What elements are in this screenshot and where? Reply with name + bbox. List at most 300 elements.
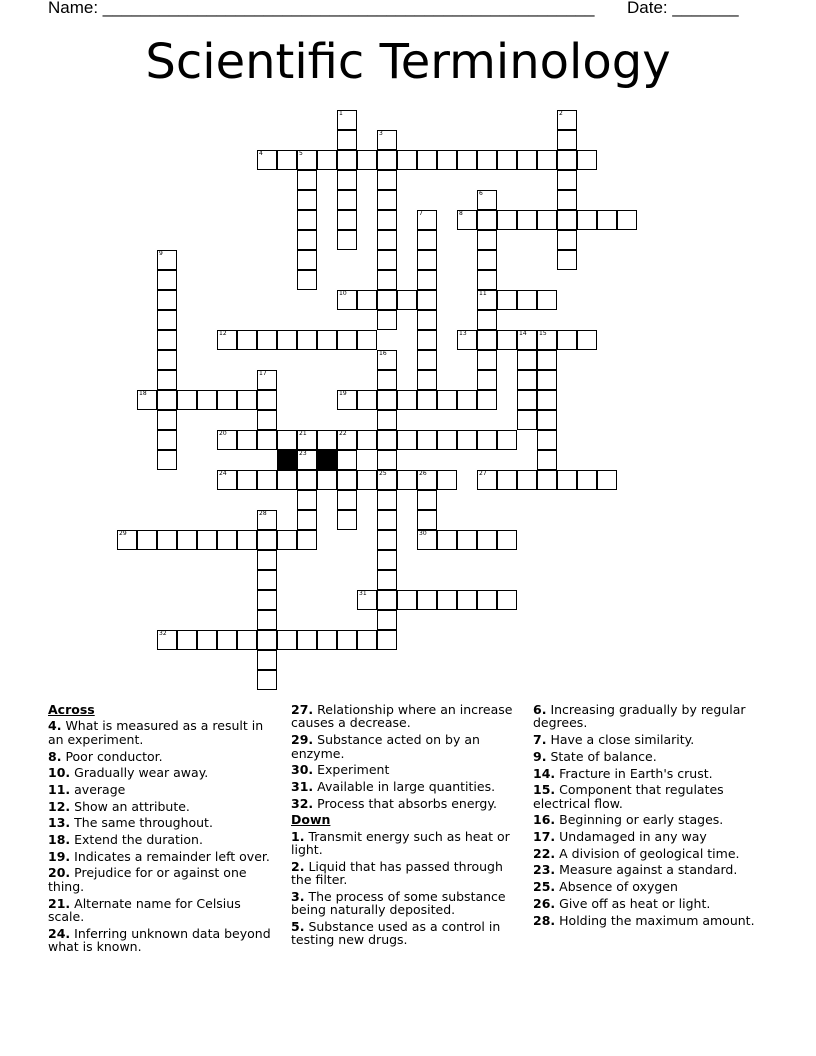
grid-cell[interactable] [397, 470, 417, 490]
grid-cell[interactable] [257, 470, 277, 490]
grid-cell[interactable] [337, 170, 357, 190]
across-clue-32 [291, 797, 523, 810]
down-clue-26 [533, 897, 765, 910]
grid-cell[interactable] [397, 290, 417, 310]
clue-number-label: 2 [559, 110, 563, 117]
clue-number-label: 20 [219, 430, 227, 437]
grid-cell[interactable] [337, 470, 357, 490]
clue-text: Substance acted on by an enzyme. [291, 732, 480, 761]
grid-cell[interactable] [197, 390, 217, 410]
grid-cell[interactable] [377, 590, 397, 610]
grid-cell[interactable] [337, 630, 357, 650]
grid-cell[interactable] [357, 470, 377, 490]
clue-text: Fracture in Earth's crust. [559, 765, 713, 781]
clue-number-label: 31 [359, 590, 367, 597]
grid-cell[interactable] [557, 210, 577, 230]
clue-number-label: 5 [299, 150, 303, 157]
grid-cell[interactable] [537, 390, 557, 410]
clue-text: Component that regulates electrical flow. [533, 782, 724, 811]
grid-cell[interactable] [157, 530, 177, 550]
grid-cell[interactable] [257, 410, 277, 430]
grid-cell[interactable] [497, 330, 517, 350]
grid-cell[interactable] [357, 150, 377, 170]
grid-cell[interactable] [377, 390, 397, 410]
down-clue-1 [291, 830, 523, 857]
grid-cell[interactable] [357, 430, 377, 450]
grid-cell[interactable] [477, 350, 497, 370]
grid-cell[interactable] [377, 530, 397, 550]
grid-cell[interactable] [517, 290, 537, 310]
grid-cell[interactable] [337, 490, 357, 510]
grid-cell[interactable] [537, 210, 557, 230]
grid-cell[interactable] [477, 370, 497, 390]
clue-text: Gradually wear away. [74, 765, 209, 781]
across-clue-21 [48, 897, 280, 924]
grid-cell[interactable] [257, 390, 277, 410]
clue-number: 28. [533, 912, 556, 928]
down-clue-16 [533, 813, 765, 826]
grid-cell[interactable] [377, 170, 397, 190]
grid-cell[interactable] [377, 150, 397, 170]
grid-cell[interactable] [357, 630, 377, 650]
grid-cell[interactable] [157, 430, 177, 450]
grid-cell[interactable] [577, 330, 597, 350]
grid-cell[interactable] [397, 590, 417, 610]
grid-cell[interactable] [537, 410, 557, 430]
grid-cell[interactable] [537, 370, 557, 390]
grid-cell[interactable] [557, 330, 577, 350]
grid-cell[interactable] [177, 530, 197, 550]
grid-cell[interactable] [157, 330, 177, 350]
grid-cell[interactable] [217, 390, 237, 410]
grid-cell[interactable] [237, 430, 257, 450]
clue-text: Measure against a standard. [559, 862, 738, 878]
clue-number-label: 13 [459, 330, 467, 337]
grid-cell[interactable] [397, 430, 417, 450]
grid-cell[interactable] [297, 470, 317, 490]
grid-cell[interactable] [177, 630, 197, 650]
grid-cell[interactable] [437, 390, 457, 410]
clue-number: 16. [533, 812, 556, 828]
grid-cell[interactable] [477, 390, 497, 410]
grid-cell[interactable] [157, 410, 177, 430]
grid-cell[interactable] [497, 470, 517, 490]
grid-cell[interactable] [377, 510, 397, 530]
grid-cell[interactable] [157, 310, 177, 330]
grid-cell[interactable] [377, 630, 397, 650]
grid-cell[interactable] [257, 430, 277, 450]
clue-number-label: 6 [479, 190, 483, 197]
grid-cell[interactable] [237, 330, 257, 350]
grid-cell[interactable] [337, 330, 357, 350]
grid-cell[interactable] [337, 450, 357, 470]
grid-cell[interactable] [517, 350, 537, 370]
clue-number: 15. [533, 782, 556, 798]
grid-cell[interactable] [277, 630, 297, 650]
across-clue-29 [291, 733, 523, 760]
down-clue-2 [291, 860, 523, 887]
across-clue-10 [48, 766, 280, 779]
grid-cell[interactable] [317, 430, 337, 450]
grid-cell[interactable] [497, 430, 517, 450]
across-clue-24 [48, 927, 280, 954]
grid-cell[interactable] [517, 410, 537, 430]
grid-cell[interactable] [237, 630, 257, 650]
grid-cell[interactable] [337, 210, 357, 230]
grid-cell[interactable] [537, 470, 557, 490]
across-clue-20 [48, 866, 280, 893]
grid-cell[interactable] [197, 530, 217, 550]
grid-cell[interactable] [557, 250, 577, 270]
grid-cell[interactable] [577, 210, 597, 230]
grid-cell[interactable] [297, 530, 317, 550]
grid-cell[interactable] [557, 230, 577, 250]
grid-cell[interactable] [417, 270, 437, 290]
clue-number-label: 24 [219, 470, 227, 477]
down-clue-7 [533, 733, 765, 746]
grid-cell[interactable] [377, 270, 397, 290]
down-clue-25 [533, 880, 765, 893]
grid-cell[interactable] [317, 630, 337, 650]
clue-number: 12. [48, 798, 71, 814]
across-clue-27 [291, 703, 523, 730]
grid-cell[interactable] [417, 490, 437, 510]
clue-number-label: 25 [379, 470, 387, 477]
grid-cell[interactable] [297, 250, 317, 270]
clue-number-label: 22 [339, 430, 347, 437]
grid-cell[interactable] [257, 590, 277, 610]
clue-number-label: 28 [259, 510, 267, 517]
grid-cell[interactable] [457, 590, 477, 610]
clue-number-label: 3 [379, 130, 383, 137]
across-clue-19 [48, 850, 280, 863]
grid-cell[interactable] [237, 390, 257, 410]
grid-cell[interactable] [517, 210, 537, 230]
grid-cell[interactable] [497, 150, 517, 170]
down-heading: Down [291, 812, 331, 828]
grid-cell[interactable] [417, 290, 437, 310]
grid-cell[interactable] [157, 290, 177, 310]
grid-cell[interactable] [257, 330, 277, 350]
grid-cell[interactable] [417, 310, 437, 330]
grid-cell[interactable] [357, 330, 377, 350]
grid-cell[interactable] [257, 570, 277, 590]
clue-number: 9. [533, 748, 547, 764]
clue-number-label: 8 [459, 210, 463, 217]
clue-number: 21. [48, 895, 71, 911]
grid-cell[interactable] [377, 570, 397, 590]
grid-cell[interactable] [297, 190, 317, 210]
clue-number: 14. [533, 765, 556, 781]
grid-cell[interactable] [297, 230, 317, 250]
grid-cell[interactable] [597, 210, 617, 230]
grid-cell[interactable] [277, 430, 297, 450]
grid-cell[interactable] [297, 170, 317, 190]
grid-cell[interactable] [377, 210, 397, 230]
clue-number-label: 30 [419, 530, 427, 537]
grid-cell[interactable] [537, 150, 557, 170]
black-square [277, 450, 297, 470]
clue-text: Inferring unknown data beyond what is known. [48, 925, 271, 955]
grid-cell[interactable] [297, 270, 317, 290]
grid-cell[interactable] [577, 470, 597, 490]
clue-number-label: 7 [419, 210, 423, 217]
grid-cell[interactable] [417, 250, 437, 270]
clue-number: 29. [291, 732, 314, 748]
grid-cell[interactable] [157, 370, 177, 390]
clue-text: Available in large quantities. [317, 778, 496, 794]
grid-cell[interactable] [457, 530, 477, 550]
grid-cell[interactable] [317, 150, 337, 170]
grid-cell[interactable] [417, 510, 437, 530]
across-clue-31 [291, 780, 523, 793]
grid-cell[interactable] [217, 630, 237, 650]
grid-cell[interactable] [157, 390, 177, 410]
grid-cell[interactable] [557, 470, 577, 490]
grid-cell[interactable] [377, 190, 397, 210]
grid-cell[interactable] [537, 290, 557, 310]
clue-text: Show an attribute. [74, 798, 190, 814]
page-title: Scientific Terminology [145, 34, 671, 90]
grid-cell[interactable] [417, 330, 437, 350]
grid-cell[interactable] [257, 610, 277, 630]
grid-cell[interactable] [337, 150, 357, 170]
clue-number-label: 19 [339, 390, 347, 397]
grid-cell[interactable] [477, 150, 497, 170]
grid-cell[interactable] [477, 530, 497, 550]
clue-text: Holding the maximum amount. [559, 912, 755, 928]
clue-text: The same throughout. [74, 815, 213, 831]
clue-number-label: 27 [479, 470, 487, 477]
grid-cell[interactable] [537, 350, 557, 370]
clue-text: Alternate name for Celsius scale. [48, 895, 241, 924]
clue-text: Undamaged in any way [559, 829, 707, 845]
clue-text: Relationship where an increase causes a decrease. [291, 702, 513, 731]
across-clue-18 [48, 833, 280, 846]
clue-text: Indicates a remainder left over. [74, 848, 270, 864]
grid-cell[interactable] [297, 330, 317, 350]
clue-number: 7. [533, 732, 547, 748]
grid-cell[interactable] [237, 530, 257, 550]
grid-cell[interactable] [577, 150, 597, 170]
clue-number: 5. [291, 919, 305, 935]
across-clue-4 [48, 719, 280, 746]
grid-cell[interactable] [137, 530, 157, 550]
clues-column-1 [48, 703, 280, 957]
clue-number: 3. [291, 888, 305, 904]
grid-cell[interactable] [257, 530, 277, 550]
clue-text: Increasing gradually by regular degrees. [533, 702, 746, 731]
grid-cell[interactable] [397, 390, 417, 410]
clue-number: 8. [48, 748, 62, 764]
clue-number-label: 32 [159, 630, 167, 637]
grid-cell[interactable] [477, 210, 497, 230]
clues-column-2 [291, 703, 523, 950]
grid-cell[interactable] [297, 490, 317, 510]
down-clue-17 [533, 830, 765, 843]
down-clue-6 [533, 703, 765, 730]
grid-cell[interactable] [417, 370, 437, 390]
grid-cell[interactable] [297, 510, 317, 530]
clue-number-label: 1 [339, 110, 343, 117]
grid-cell[interactable] [197, 630, 217, 650]
clue-number-label: 21 [299, 430, 307, 437]
grid-cell[interactable] [377, 410, 397, 430]
clue-number: 13. [48, 815, 71, 831]
grid-cell[interactable] [557, 150, 577, 170]
grid-cell[interactable] [237, 470, 257, 490]
grid-cell[interactable] [377, 610, 397, 630]
grid-cell[interactable] [417, 590, 437, 610]
grid-cell[interactable] [477, 270, 497, 290]
grid-cell[interactable] [377, 450, 397, 470]
grid-cell[interactable] [617, 210, 637, 230]
clue-number-label: 16 [379, 350, 387, 357]
clue-number: 2. [291, 858, 305, 874]
clue-number-label: 26 [419, 470, 427, 477]
clue-number: 25. [533, 879, 556, 895]
down-clue-23 [533, 863, 765, 876]
grid-cell[interactable] [417, 150, 437, 170]
down-clue-14 [533, 767, 765, 780]
grid-cell[interactable] [377, 370, 397, 390]
clue-text: Have a close similarity. [550, 732, 695, 748]
grid-cell[interactable] [497, 530, 517, 550]
grid-cell[interactable] [257, 670, 277, 690]
grid-cell[interactable] [357, 390, 377, 410]
name-field[interactable]: Name: ____________________________________________________ [48, 0, 595, 17]
down-clue-9 [533, 750, 765, 763]
grid-cell[interactable] [417, 430, 437, 450]
grid-cell[interactable] [417, 230, 437, 250]
clue-text: Liquid that has passed through the filter. [291, 858, 503, 888]
grid-cell[interactable] [297, 210, 317, 230]
clue-text: Absence of oxygen [559, 879, 678, 895]
clue-text: Substance used as a control in testing new drugs. [291, 919, 501, 948]
clue-number-label: 29 [119, 530, 127, 537]
grid-cell[interactable] [317, 330, 337, 350]
grid-cell[interactable] [397, 150, 417, 170]
clue-number-label: 4 [259, 150, 263, 157]
clue-number-label: 9 [159, 250, 163, 257]
grid-cell[interactable] [257, 630, 277, 650]
across-clue-30 [291, 763, 523, 776]
clue-number: 27. [291, 702, 314, 717]
clue-number: 10. [48, 765, 71, 781]
clue-text: Poor conductor. [65, 748, 163, 764]
grid-cell[interactable] [477, 330, 497, 350]
grid-cell[interactable] [417, 390, 437, 410]
grid-cell[interactable] [377, 310, 397, 330]
grid-cell[interactable] [457, 430, 477, 450]
grid-cell[interactable] [517, 390, 537, 410]
grid-cell[interactable] [557, 170, 577, 190]
grid-cell[interactable] [477, 430, 497, 450]
grid-cell[interactable] [297, 630, 317, 650]
grid-cell[interactable] [477, 310, 497, 330]
across-clue-13 [48, 816, 280, 829]
grid-cell[interactable] [157, 350, 177, 370]
grid-cell[interactable] [317, 470, 337, 490]
grid-cell[interactable] [517, 470, 537, 490]
clue-text: The process of some substance being naturally deposited. [291, 888, 506, 918]
clues-column-3 [533, 703, 765, 930]
grid-cell[interactable] [537, 430, 557, 450]
grid-cell[interactable] [497, 290, 517, 310]
across-heading: Across [48, 702, 95, 717]
down-clue-5 [291, 920, 523, 947]
grid-cell[interactable] [377, 230, 397, 250]
grid-cell[interactable] [437, 470, 457, 490]
clue-number: 23. [533, 862, 556, 878]
grid-cell[interactable] [217, 530, 237, 550]
grid-cell[interactable] [277, 530, 297, 550]
clue-number: 11. [48, 781, 71, 797]
grid-cell[interactable] [337, 230, 357, 250]
grid-cell[interactable] [517, 370, 537, 390]
grid-cell[interactable] [157, 450, 177, 470]
grid-cell[interactable] [597, 470, 617, 490]
grid-cell[interactable] [277, 150, 297, 170]
grid-cell[interactable] [277, 470, 297, 490]
grid-cell[interactable] [477, 250, 497, 270]
grid-cell[interactable] [437, 590, 457, 610]
grid-cell[interactable] [477, 230, 497, 250]
grid-cell[interactable] [517, 150, 537, 170]
clue-number: 17. [533, 829, 556, 845]
grid-cell[interactable] [357, 290, 377, 310]
clue-number-label: 12 [219, 330, 227, 337]
grid-cell[interactable] [497, 210, 517, 230]
grid-cell[interactable] [557, 190, 577, 210]
grid-cell[interactable] [257, 650, 277, 670]
clue-text: Prejudice for or against one thing. [48, 865, 247, 894]
clue-text: Beginning or early stages. [559, 812, 724, 828]
grid-cell[interactable] [377, 290, 397, 310]
grid-cell[interactable] [457, 390, 477, 410]
clue-text: average [74, 781, 126, 797]
clue-number: 18. [48, 832, 71, 848]
clue-number-label: 18 [139, 390, 147, 397]
grid-cell[interactable] [337, 130, 357, 150]
clue-text: Transmit energy such as heat or light. [291, 828, 510, 858]
grid-cell[interactable] [437, 530, 457, 550]
grid-cell[interactable] [377, 490, 397, 510]
grid-cell[interactable] [537, 450, 557, 470]
grid-cell[interactable] [257, 550, 277, 570]
grid-cell[interactable] [377, 550, 397, 570]
grid-cell[interactable] [417, 350, 437, 370]
grid-cell[interactable] [337, 190, 357, 210]
grid-cell[interactable] [377, 250, 397, 270]
date-field[interactable]: Date: _______ [627, 0, 739, 17]
grid-cell[interactable] [497, 590, 517, 610]
clue-number: 31. [291, 778, 314, 794]
clue-text: A division of geological time. [559, 845, 740, 861]
black-square [317, 450, 337, 470]
grid-cell[interactable] [437, 430, 457, 450]
grid-cell[interactable] [377, 430, 397, 450]
grid-cell[interactable] [557, 130, 577, 150]
grid-cell[interactable] [157, 270, 177, 290]
grid-cell[interactable] [277, 330, 297, 350]
grid-cell[interactable] [337, 510, 357, 530]
grid-cell[interactable] [477, 590, 497, 610]
grid-cell[interactable] [437, 150, 457, 170]
across-clue-8 [48, 750, 280, 763]
grid-cell[interactable] [457, 150, 477, 170]
grid-cell[interactable] [177, 390, 197, 410]
